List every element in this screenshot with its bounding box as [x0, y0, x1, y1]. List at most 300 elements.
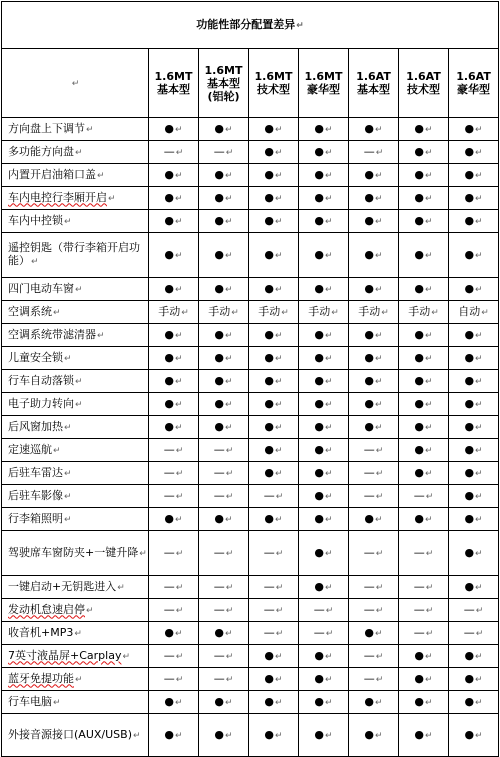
value-cell	[149, 233, 199, 278]
paragraph-mark: ↵	[225, 548, 234, 559]
cell-value: ●	[464, 396, 475, 410]
value-cell	[199, 668, 249, 691]
paragraph-mark: ↵	[53, 445, 61, 456]
cell-value: ●	[414, 373, 425, 387]
cell-value: ●	[414, 190, 425, 204]
paragraph-mark: ↵	[175, 697, 183, 708]
cell-value: ●	[164, 247, 175, 261]
cell-value: ●	[164, 167, 175, 181]
paragraph-mark: ↵	[175, 376, 183, 387]
paragraph-mark: ↵	[325, 697, 333, 708]
value-cell	[199, 416, 249, 439]
paragraph-mark: ↵	[175, 468, 184, 479]
value-cell	[249, 164, 299, 187]
value-cell	[449, 485, 499, 508]
value-cell	[299, 278, 349, 301]
cell-value: —	[163, 579, 175, 593]
cell-value: ●	[314, 213, 325, 227]
cell-value: —	[213, 442, 225, 456]
paragraph-mark: ↵	[375, 582, 384, 593]
value-cell	[449, 416, 499, 439]
paragraph-mark: ↵	[175, 422, 183, 433]
paragraph-mark: ↵	[375, 399, 383, 410]
value-cell	[399, 370, 449, 393]
value-cell	[349, 485, 399, 508]
paragraph-mark: ↵	[275, 651, 283, 662]
value-cell	[399, 301, 449, 324]
cell-value: ●	[314, 511, 325, 525]
paragraph-mark: ↵	[175, 491, 184, 502]
cell-value: ●	[264, 121, 275, 135]
cell-value: ●	[364, 694, 375, 708]
value-cell	[149, 645, 199, 668]
value-cell	[399, 347, 449, 370]
paragraph-mark: ↵	[425, 124, 433, 135]
paragraph-mark: ↵	[325, 124, 333, 135]
table-row	[2, 531, 499, 576]
cell-value: —	[363, 579, 375, 593]
cell-value: ●	[214, 167, 225, 181]
paragraph-mark: ↵	[275, 170, 283, 181]
table-row	[2, 233, 499, 278]
cell-value: ●	[464, 511, 475, 525]
value-cell	[149, 416, 199, 439]
cell-value: —	[463, 625, 475, 639]
feature-label: 儿童安全锁	[8, 350, 63, 364]
paragraph-mark: ↵	[139, 548, 147, 559]
paragraph-mark: ↵	[97, 170, 105, 181]
cell-value: ●	[414, 167, 425, 181]
paragraph-mark: ↵	[275, 250, 283, 261]
paragraph-mark: ↵	[275, 216, 283, 227]
paragraph-mark: ↵	[281, 307, 289, 318]
value-cell	[399, 278, 449, 301]
paragraph-mark: ↵	[53, 697, 61, 708]
cell-value: ●	[314, 144, 325, 158]
value-cell	[249, 118, 299, 141]
paragraph-mark: ↵	[175, 250, 183, 261]
value-cell	[349, 187, 399, 210]
feature-cell	[2, 599, 149, 622]
value-cell	[299, 324, 349, 347]
cell-value: ●	[364, 121, 375, 135]
paragraph-mark: ↵	[475, 422, 483, 433]
column-header-line2: 基本型	[357, 83, 390, 96]
cell-value: 自动	[458, 304, 481, 318]
paragraph-mark: ↵	[375, 216, 383, 227]
cell-value: ●	[314, 465, 325, 479]
cell-value: ●	[364, 373, 375, 387]
cell-value: ●	[264, 419, 275, 433]
value-cell	[349, 118, 399, 141]
value-cell	[449, 645, 499, 668]
value-cell	[199, 233, 249, 278]
value-cell	[249, 531, 299, 576]
column-header-line2: 豪华型	[457, 83, 491, 96]
cell-value: 手动	[408, 304, 431, 318]
cell-value: ●	[164, 694, 175, 708]
value-cell	[249, 278, 299, 301]
cell-value: —	[213, 144, 225, 158]
paragraph-mark: ↵	[325, 468, 333, 479]
cell-value: —	[263, 602, 275, 616]
paragraph-mark: ↵	[475, 730, 483, 741]
value-cell	[399, 508, 449, 531]
paragraph-mark: ↵	[225, 605, 234, 616]
value-cell	[399, 210, 449, 233]
cell-value: ●	[464, 213, 475, 227]
paragraph-mark: ↵	[122, 651, 130, 662]
cell-value: ●	[164, 511, 175, 525]
value-cell	[449, 599, 499, 622]
paragraph-mark: ↵	[375, 330, 383, 341]
cell-value: —	[313, 602, 325, 616]
paragraph-mark: ↵	[425, 147, 433, 158]
paragraph-mark: ↵	[225, 250, 233, 261]
paragraph-mark: ↵	[175, 399, 183, 410]
value-cell	[249, 691, 299, 714]
cell-value: —	[163, 648, 175, 662]
value-cell	[349, 508, 399, 531]
cell-value: ●	[314, 727, 325, 741]
cell-value: ●	[314, 694, 325, 708]
cell-value: —	[213, 545, 225, 559]
value-cell	[449, 118, 499, 141]
cell-value: ●	[414, 694, 425, 708]
paragraph-mark: ↵	[325, 651, 333, 662]
value-cell	[349, 439, 399, 462]
table-row	[2, 141, 499, 164]
cell-value: ●	[214, 419, 225, 433]
cell-value: ●	[314, 327, 325, 341]
column-header	[449, 49, 499, 118]
paragraph-mark: ↵	[475, 193, 483, 204]
value-cell	[399, 439, 449, 462]
table-row	[2, 691, 499, 714]
paragraph-mark: ↵	[175, 730, 183, 741]
cell-value: ●	[314, 488, 325, 502]
cell-value: ●	[214, 373, 225, 387]
cell-value: ●	[214, 694, 225, 708]
paragraph-mark: ↵	[175, 582, 184, 593]
paragraph-mark: ↵	[425, 216, 433, 227]
value-cell	[449, 370, 499, 393]
value-cell	[299, 118, 349, 141]
cell-value: ●	[164, 213, 175, 227]
value-cell	[249, 645, 299, 668]
paragraph-mark: ↵	[475, 628, 484, 639]
value-cell	[199, 508, 249, 531]
value-cell	[249, 462, 299, 485]
feature-cell	[2, 324, 149, 347]
paragraph-mark: ↵	[475, 330, 483, 341]
feature-label: 空调系统带滤清器	[8, 327, 96, 341]
value-cell	[399, 576, 449, 599]
cell-value: ●	[214, 625, 225, 639]
column-header-line1: 1.6AT	[356, 70, 391, 83]
paragraph-mark: ↵	[175, 330, 183, 341]
cell-value: ●	[264, 327, 275, 341]
value-cell	[399, 164, 449, 187]
cell-value: ●	[314, 545, 325, 559]
paragraph-mark: ↵	[375, 730, 383, 741]
cell-value: ●	[164, 625, 175, 639]
value-cell	[299, 531, 349, 576]
feature-label: 一键启动+无钥匙进入	[8, 579, 117, 593]
paragraph-mark: ↵	[225, 193, 233, 204]
value-cell	[149, 393, 199, 416]
value-cell	[149, 462, 199, 485]
column-header-line1: 1.6AT	[456, 70, 491, 83]
paragraph-mark: ↵	[325, 730, 333, 741]
table-row	[2, 118, 499, 141]
value-cell	[199, 531, 249, 576]
cell-value: ●	[414, 281, 425, 295]
value-cell	[399, 668, 449, 691]
table-row	[2, 370, 499, 393]
cell-value: ●	[314, 281, 325, 295]
value-cell	[199, 576, 249, 599]
paragraph-mark: ↵	[375, 376, 383, 387]
cell-value: ●	[264, 350, 275, 364]
value-cell	[149, 141, 199, 164]
value-cell	[149, 439, 199, 462]
paragraph-mark: ↵	[375, 353, 383, 364]
value-cell	[299, 599, 349, 622]
table-row	[2, 462, 499, 485]
value-cell	[249, 622, 299, 645]
cell-value: —	[413, 488, 425, 502]
paragraph-mark: ↵	[225, 445, 234, 456]
value-cell	[249, 416, 299, 439]
cell-value: ●	[464, 579, 475, 593]
paragraph-mark: ↵	[275, 124, 283, 135]
paragraph-mark: ↵	[175, 284, 183, 295]
paragraph-mark: ↵	[325, 250, 333, 261]
cell-value: ●	[164, 373, 175, 387]
value-cell	[349, 347, 399, 370]
paragraph-mark: ↵	[375, 628, 383, 639]
feature-cell	[2, 233, 149, 278]
cell-value: ●	[464, 350, 475, 364]
column-header	[349, 49, 399, 118]
paragraph-mark: ↵	[53, 307, 61, 318]
feature-label: 空调系统	[8, 304, 52, 318]
paragraph-mark: ↵	[425, 170, 433, 181]
cell-value: —	[463, 602, 475, 616]
value-cell	[349, 576, 399, 599]
feature-cell	[2, 301, 149, 324]
column-header-line2: 技术型	[257, 83, 290, 96]
paragraph-mark: ↵	[275, 628, 284, 639]
cell-value: ●	[264, 190, 275, 204]
value-cell	[299, 668, 349, 691]
paragraph-mark: ↵	[325, 330, 333, 341]
cell-value: ●	[314, 247, 325, 261]
paragraph-mark: ↵	[275, 284, 283, 295]
table-row	[2, 347, 499, 370]
paragraph-mark: ↵	[64, 468, 72, 479]
value-cell	[149, 301, 199, 324]
value-cell	[449, 576, 499, 599]
cell-value: ●	[314, 190, 325, 204]
paragraph-mark: ↵	[175, 445, 184, 456]
paragraph-mark: ↵	[475, 674, 483, 685]
paragraph-mark: ↵	[475, 582, 483, 593]
cell-value: ●	[314, 350, 325, 364]
cell-value: —	[413, 602, 425, 616]
paragraph-mark: ↵	[64, 216, 72, 227]
table-row	[2, 508, 499, 531]
paragraph-mark: ↵	[475, 445, 483, 456]
paragraph-mark: ↵	[181, 307, 189, 318]
spec-document	[1, 1, 499, 741]
cell-value: —	[413, 579, 425, 593]
paragraph-mark: ↵	[375, 468, 384, 479]
paragraph-mark: ↵	[74, 628, 82, 639]
paragraph-mark: ↵	[425, 582, 434, 593]
paragraph-mark: ↵	[431, 307, 439, 318]
cell-value: ●	[364, 511, 375, 525]
feature-cell	[2, 164, 149, 187]
value-cell	[399, 118, 449, 141]
cell-value: ●	[264, 727, 275, 741]
value-cell	[299, 233, 349, 278]
paragraph-mark: ↵	[425, 548, 434, 559]
paragraph-mark: ↵	[175, 170, 183, 181]
cell-value: —	[263, 488, 275, 502]
value-cell	[449, 210, 499, 233]
paragraph-mark: ↵	[175, 353, 183, 364]
paragraph-mark: ↵	[375, 548, 384, 559]
feature-cell	[2, 439, 149, 462]
value-cell	[299, 210, 349, 233]
value-cell	[249, 370, 299, 393]
value-cell	[299, 164, 349, 187]
cell-value: ●	[464, 545, 475, 559]
value-cell	[149, 118, 199, 141]
column-header-line2: 技术型	[407, 83, 440, 96]
cell-value: ●	[264, 671, 275, 685]
cell-value: ●	[214, 327, 225, 341]
paragraph-mark: ↵	[275, 445, 283, 456]
paragraph-mark: ↵	[225, 124, 233, 135]
paragraph-mark: ↵	[275, 491, 284, 502]
value-cell	[199, 301, 249, 324]
paragraph-mark: ↵	[225, 468, 234, 479]
cell-value: ●	[264, 442, 275, 456]
paragraph-mark: ↵	[175, 674, 184, 685]
paragraph-mark: ↵	[325, 582, 333, 593]
value-cell	[449, 439, 499, 462]
paragraph-mark: ↵	[375, 170, 383, 181]
paragraph-mark: ↵	[475, 491, 483, 502]
value-cell	[449, 233, 499, 278]
feature-label: 电子助力转向	[8, 396, 74, 410]
value-cell	[399, 324, 449, 347]
value-cell	[299, 508, 349, 531]
value-cell	[399, 691, 449, 714]
cell-value: ●	[214, 350, 225, 364]
column-header-line1: 1.6AT	[406, 70, 441, 83]
cell-value: ●	[464, 144, 475, 158]
cell-value: ●	[214, 511, 225, 525]
paragraph-mark: ↵	[325, 491, 333, 502]
paragraph-mark: ↵	[375, 491, 384, 502]
cell-value: —	[363, 648, 375, 662]
paragraph-mark: ↵	[425, 514, 433, 525]
cell-value: ●	[414, 247, 425, 261]
value-cell	[349, 210, 399, 233]
paragraph-mark: ↵	[225, 399, 233, 410]
value-cell	[149, 324, 199, 347]
paragraph-mark: ↵	[175, 124, 183, 135]
cell-value: —	[213, 465, 225, 479]
paragraph-mark: ↵	[425, 422, 433, 433]
paragraph-mark: ↵	[475, 514, 483, 525]
paragraph-mark: ↵	[475, 124, 483, 135]
paragraph-mark: ↵	[275, 399, 283, 410]
value-cell	[299, 714, 349, 757]
cell-value: ●	[164, 727, 175, 741]
cell-value: ●	[464, 419, 475, 433]
value-cell	[199, 278, 249, 301]
paragraph-mark: ↵	[275, 582, 284, 593]
paragraph-mark: ↵	[425, 284, 433, 295]
paragraph-mark: ↵	[225, 674, 234, 685]
paragraph-mark: ↵	[331, 307, 339, 318]
paragraph-mark: ↵	[481, 307, 489, 318]
value-cell	[299, 439, 349, 462]
feature-cell	[2, 187, 149, 210]
paragraph-mark: ↵	[325, 147, 333, 158]
column-header-line1: 1.6MT	[304, 70, 343, 83]
cell-value: —	[363, 671, 375, 685]
column-header-line1: 1.6MT	[254, 70, 293, 83]
cell-value: ●	[314, 373, 325, 387]
paragraph-mark: ↵	[97, 330, 105, 341]
paragraph-mark: ↵	[225, 353, 233, 364]
paragraph-mark: ↵	[325, 193, 333, 204]
cell-value: ●	[264, 465, 275, 479]
value-cell	[249, 393, 299, 416]
value-cell	[449, 164, 499, 187]
cell-value: ●	[464, 190, 475, 204]
cell-value: ●	[464, 648, 475, 662]
paragraph-mark: ↵	[275, 514, 283, 525]
feature-cell	[2, 668, 149, 691]
value-cell	[199, 691, 249, 714]
feature-cell	[2, 462, 149, 485]
value-cell	[449, 393, 499, 416]
value-cell	[249, 347, 299, 370]
cell-value: ●	[464, 671, 475, 685]
value-cell	[199, 141, 249, 164]
cell-value: —	[213, 579, 225, 593]
feature-label: 四门电动车窗	[8, 281, 74, 295]
paragraph-mark: ↵	[425, 651, 433, 662]
value-cell	[399, 462, 449, 485]
cell-value: ●	[414, 442, 425, 456]
paragraph-mark: ↵	[275, 697, 283, 708]
value-cell	[299, 141, 349, 164]
cell-value: ●	[214, 247, 225, 261]
cell-value: ●	[364, 167, 375, 181]
column-header-line2: 豪华型	[307, 83, 340, 96]
paragraph-mark: ↵	[225, 216, 233, 227]
value-cell	[399, 531, 449, 576]
paragraph-mark: ↵	[425, 353, 433, 364]
